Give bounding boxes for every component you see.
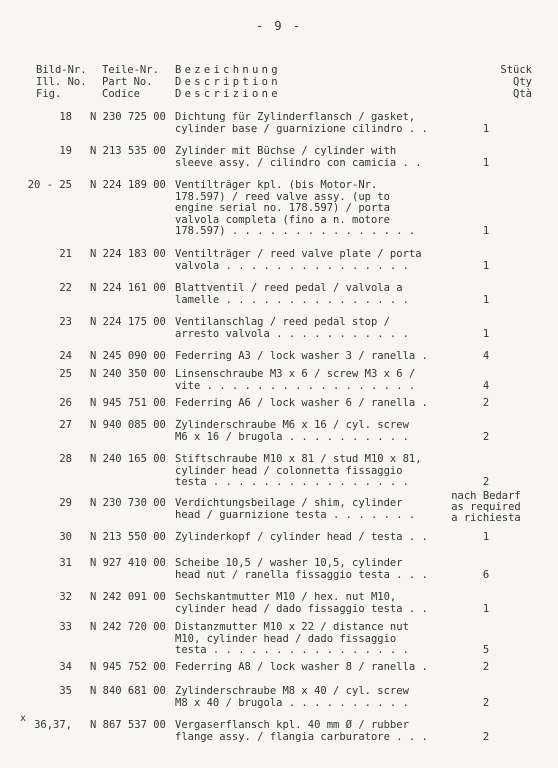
part-description: Ventilträger / reed valve plate / porta valvola . . . . . . . . . . . . . . .	[175, 248, 422, 272]
fig-number: 25	[59, 368, 72, 380]
fig-number: 36,37,	[34, 719, 72, 731]
part-number: N 927 410 00	[90, 557, 166, 569]
part-description: Federring A6 / lock washer 6 / ranella .	[175, 397, 428, 409]
part-description: Verdichtungsbeilage / shim, cylinder head / guarnizione testa . . . . . . .	[175, 497, 416, 521]
part-description: Dichtung für Zylinderflansch / gasket, cylinder base / guarnizione cilindro . .	[175, 111, 428, 135]
quantity: 1	[482, 259, 490, 272]
fig-number: 26	[59, 397, 72, 409]
quantity: 2	[482, 397, 490, 409]
quantity: 2	[482, 696, 490, 709]
part-number: N 945 752 00	[90, 661, 166, 673]
fig-number: 33	[59, 621, 72, 633]
fig-number: 35	[59, 685, 72, 697]
header-qty-de: Stück	[500, 64, 532, 76]
part-description: Scheibe 10,5 / washer 10,5, cylinder head nut / ranella fissaggio testa . . .	[175, 557, 428, 581]
part-number: N 945 751 00	[90, 397, 166, 409]
quantity: 1	[482, 293, 490, 306]
fig-number: 22	[59, 282, 72, 294]
fig-number: 24	[59, 350, 72, 362]
fig-number: 19	[59, 145, 72, 157]
part-number: N 940 085 00	[90, 419, 166, 431]
quantity: 5	[482, 644, 490, 656]
part-number: N 224 161 00	[90, 282, 166, 294]
part-description: Linsenschraube M3 x 6 / screw M3 x 6 / vite . . . . . . . . . . . . . . . . .	[175, 368, 416, 392]
fig-number: 20 - 25	[27, 179, 72, 191]
part-description: Blattventil / reed pedal / valvola a lamelle . . . . . . . . . . . . . . .	[175, 282, 409, 306]
part-description: Vergaserflansch kpl. 40 mm Ø / rubber flange assy. / flangia carburatore . . .	[175, 719, 428, 743]
header-part-de: Teile-Nr.	[102, 64, 159, 76]
header-description	[175, 64, 281, 100]
part-number: N 245 090 00	[90, 350, 166, 362]
margin-mark: x	[20, 713, 27, 724]
quantity: 1	[482, 156, 490, 169]
quantity: 1	[482, 225, 490, 237]
fig-number: 34	[59, 661, 72, 673]
quantity: 1	[482, 602, 490, 615]
header-qty	[458, 64, 532, 100]
fig-number: 23	[59, 316, 72, 328]
header-fig	[36, 64, 87, 100]
fig-number: 30	[59, 531, 72, 543]
part-number: N 224 189 00	[90, 179, 166, 191]
quantity: 6	[482, 568, 490, 581]
part-description: Zylinderschraube M6 x 16 / cyl. screw M6 x 16 / brugola . . . . . . . . . .	[175, 419, 409, 443]
header-desc-it: Descrizione	[175, 88, 281, 100]
part-number: N 242 091 00	[90, 591, 166, 603]
part-number: N 224 175 00	[90, 316, 166, 328]
part-description: Distanzmutter M10 x 22 / distance nut M10, cylinder head / dado fissaggio testa . . . . . . . . . . . . . . . .	[175, 621, 409, 656]
quantity: 2	[482, 661, 490, 673]
part-number: N 213 550 00	[90, 531, 166, 543]
fig-number: 18	[59, 111, 72, 123]
part-number: N 242 720 00	[90, 621, 166, 633]
quantity: 1	[482, 531, 490, 543]
header-fig-en: Ill. No.	[36, 76, 87, 88]
part-description: Zylinder mit Büchse / cylinder with sleeve assy. / cilindro con camicia . .	[175, 145, 422, 169]
header-desc-en: Description	[175, 76, 281, 88]
quantity: 4	[482, 350, 490, 362]
part-number: N 213 535 00	[90, 145, 166, 157]
fig-number: 31	[59, 557, 72, 569]
header-part-it: Codice	[102, 88, 140, 100]
part-number: N 240 165 00	[90, 453, 166, 465]
fig-number: 29	[59, 497, 72, 509]
header-qty-it: Qtà	[513, 88, 532, 100]
quantity: nach Bedarf as required a richiesta	[451, 490, 521, 524]
page-number: - 9 -	[255, 19, 303, 33]
part-number: N 224 183 00	[90, 248, 166, 260]
header-part-en: Part No.	[102, 76, 153, 88]
quantity: 2	[482, 730, 490, 743]
part-description: Federring A8 / lock washer 8 / ranella .	[175, 661, 428, 673]
quantity: 2	[482, 476, 490, 488]
fig-number: 21	[59, 248, 72, 260]
part-number: N 867 537 00	[90, 719, 166, 731]
fig-number: 27	[59, 419, 72, 431]
part-description: Stiftschraube M10 x 81 / stud M10 x 81, cylinder head / colonnetta fissaggio testa . . . . . . . . . . . . . . . .	[175, 453, 422, 488]
fig-number: 32	[59, 591, 72, 603]
part-description: Zylinderschraube M8 x 40 / cyl. screw M8 x 40 / brugola . . . . . . . . . .	[175, 685, 409, 709]
quantity: 1	[482, 327, 490, 340]
header-part	[102, 64, 159, 100]
quantity: 1	[482, 122, 490, 135]
header-qty-en: Qty	[513, 76, 532, 88]
fig-number: 28	[59, 453, 72, 465]
part-number: N 230 730 00	[90, 497, 166, 509]
part-number: N 240 350 00	[90, 368, 166, 380]
quantity: 2	[482, 430, 490, 443]
part-description: Federring A3 / lock washer 3 / ranella .	[175, 350, 428, 362]
part-description: Zylinderkopf / cylinder head / testa . .	[175, 531, 428, 543]
part-number: N 840 681 00	[90, 685, 166, 697]
part-description: Ventilanschlag / reed pedal stop / arresto valvola . . . . . . . . . . .	[175, 316, 409, 340]
quantity: 4	[482, 379, 490, 392]
part-description: Ventilträger kpl. (bis Motor-Nr. 178.597) / reed valve assy. (up to engine serial no. 178.597) / porta valvola completa (fino a n. motore 178.597) . . . . . . . . . . . . . . .	[175, 179, 416, 237]
part-number: N 230 725 00	[90, 111, 166, 123]
header-fig-de: Bild-Nr.	[36, 64, 87, 76]
header-fig-it: Fig.	[36, 88, 62, 100]
part-description: Sechskantmutter M10 / hex. nut M10, cylinder head / dado fissaggio testa . .	[175, 591, 428, 615]
header-desc-de: Bezeichnung	[175, 64, 281, 76]
